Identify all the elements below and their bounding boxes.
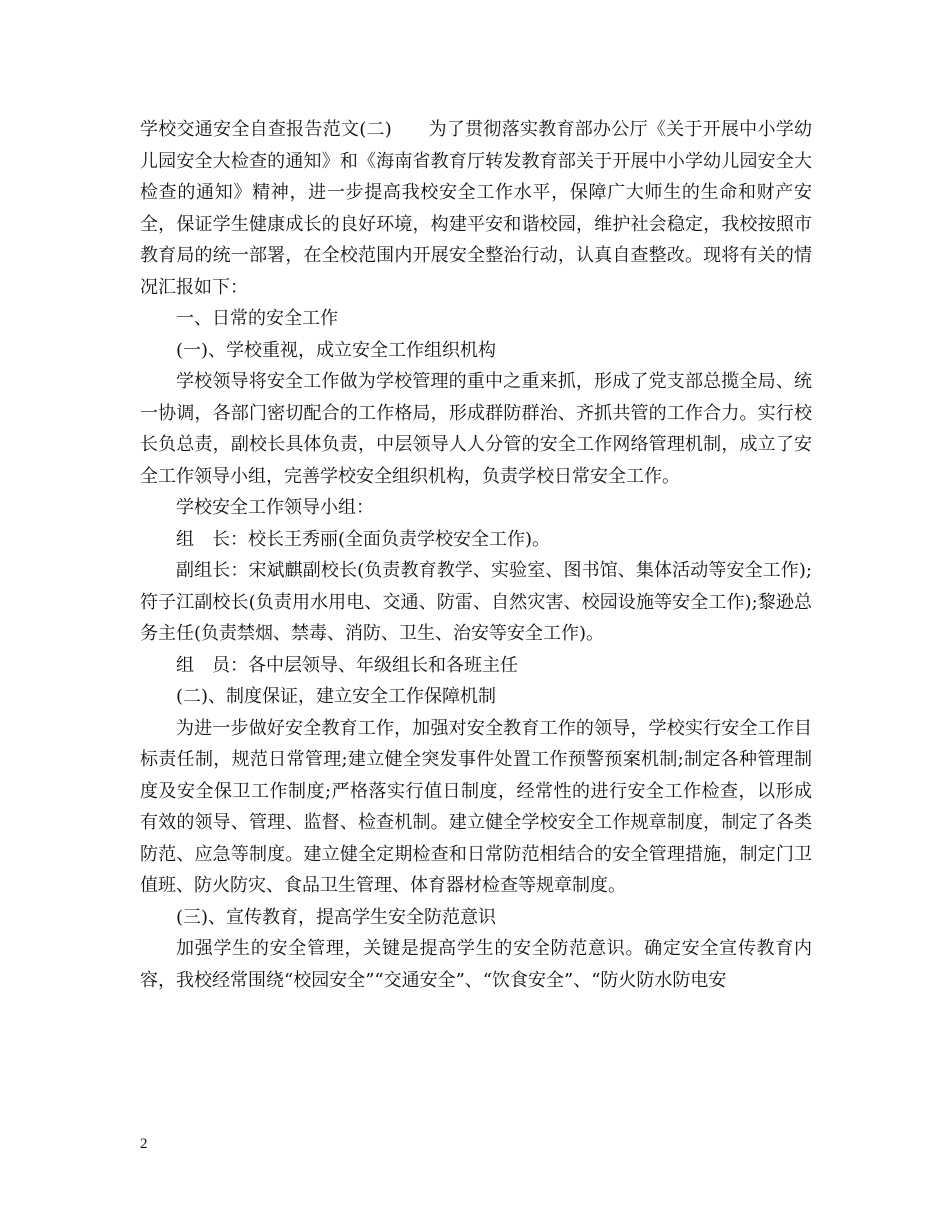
paragraph-system: 为进一步做好安全教育工作，加强对安全教育工作的领导，学校实行安全工作目标责任制，规范日常管理;建立健全突发事件处置工作预警预案机制;制定各种管理制度及安全保卫工作制度;严格落实行值日制度，经常性的进行安全工作检查，以形成有效的领导、管理、监督、检查机制。建立健全学校安全工作规章制度，制定了各类防范、应急等制度。建立健全定期检查和日常防范相结合的安全管理措施，制定门卫值班、防火防灾、食品卫生管理、体育器材检查等规章制度。	[140, 717, 812, 896]
heading-section-1: (一)、学校重视，成立安全工作组织机构	[176, 339, 497, 361]
paragraph-intro: 学校交通安全自查报告范文(二) 为了贯彻落实教育部办公厅《关于开展中小学幼儿园安全大检查的通知》和《海南省教育厅转发教育部关于开展中小学幼儿园安全大检查的通知》精神，进一步提高我校安全工作水平，保障广大师生的生命和财产安全，保证学生健康成长的良好环境，构建平安和谐校园，维护社会稳定，我校按照市教育局的统一部署，在全校范围内开展安全整治行动，认真自查整改。现将有关的情况汇报如下：	[140, 119, 812, 298]
heading-daily-safety: 一、日常的安全工作	[176, 308, 338, 329]
paragraph-deputy-leaders: 副组长：宋斌麒副校长(负责教育教学、实验室、图书馆、集体活动等安全工作);符子江副校长(负责用水用电、交通、防雷、自然灾害、校园设施等安全工作);黎逊总务主任(负责禁烟、禁毒、消防、卫生、治安等安全工作)。	[140, 560, 812, 644]
paragraph-group-leader: 组 长：校长王秀丽(全面负责学校安全工作)。	[176, 528, 551, 550]
paragraph-group-title: 学校安全工作领导小组：	[176, 497, 374, 518]
heading-section-2: (二)、制度保证，建立安全工作保障机制	[176, 686, 497, 707]
heading-section-3: (三)、宣传教育，提高学生安全防范意识	[176, 906, 497, 928]
paragraph-education: 加强学生的安全管理，关键是提高学生的安全防范意识。确定安全宣传教育内容，我校经常围绕“校园安全”“交通安全”、“饮食安全”、“防火防水防电安	[140, 938, 812, 991]
paragraph-group-members: 组 员：各中层领导、年级组长和各班主任	[176, 654, 518, 676]
paragraph-leadership: 学校领导将安全工作做为学校管理的重中之重来抓，形成了党支部总揽全局、统一协调，各部门密切配合的工作格局，形成群防群治、齐抓共管的工作合力。实行校长负总责，副校长具体负责，中层领导人人分管的安全工作网络管理机制，成立了安全工作领导小组，完善学校安全组织机构，负责学校日常安全工作。	[140, 371, 812, 487]
document-body	[140, 114, 812, 996]
page-number: 2	[140, 1136, 148, 1152]
